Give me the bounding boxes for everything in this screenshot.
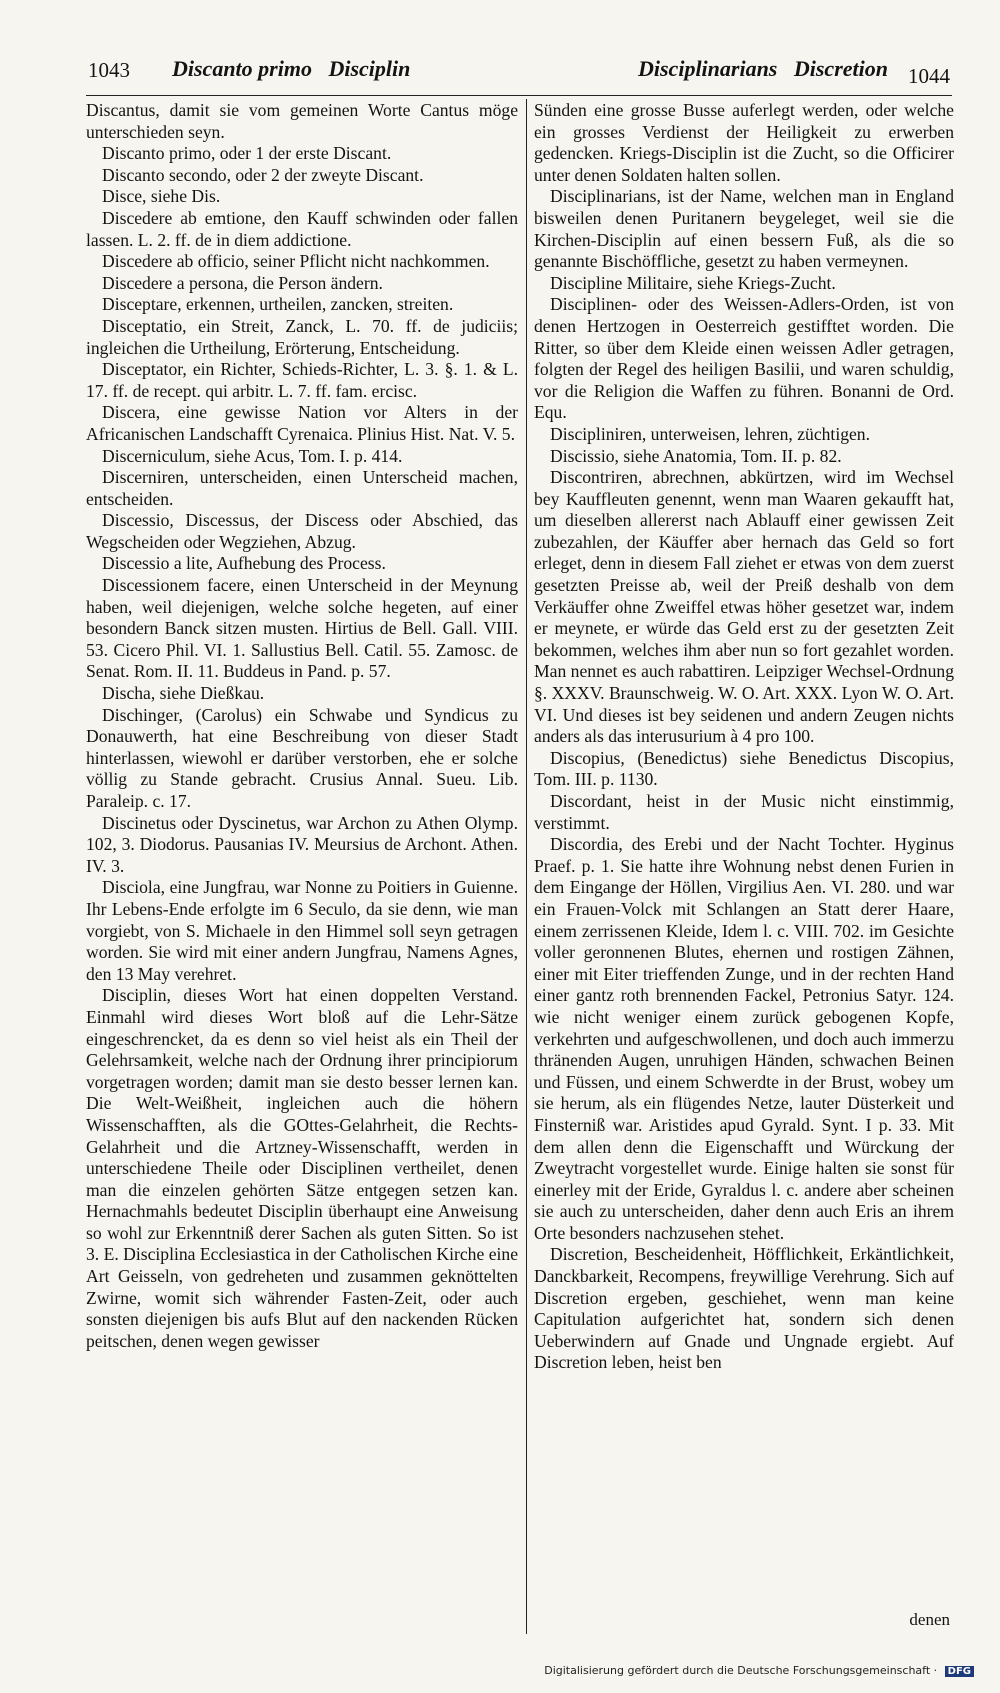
dictionary-entry: Sünden eine grosse Busse auferlegt werden, oder welche ein grosses Verdienst der Heiligkeit zu erwerben gedencken. Kriegs-Disciplin ist die Zucht, so die Officirer unter denen Soldaten halten sollen. — [534, 100, 954, 185]
dictionary-entry: Discretion, Bescheidenheit, Höfflichkeit, Erkäntlichkeit, Danckbarkeit, Recompens, freywillige Verehrung. Sich auf Discretion ergeben, geschiehet, wenn man keine Capitulation aufgerichtet hat, sondern sich denen Ueberwindern auf Gnade und Ungnade ergiebt. Auf Discretion leben, heist ben — [534, 1244, 954, 1373]
footer-credit — [544, 1664, 974, 1677]
dictionary-entry: Discopius, (Benedictus) siehe Benedictus Discopius, Tom. III. p. 1130. — [534, 747, 954, 790]
dictionary-entry: Discha, siehe Dießkau. — [102, 683, 265, 704]
dictionary-entry: Discanto primo, oder 1 der erste Discant. — [102, 143, 392, 164]
dictionary-entry: Discessionem facere, einen Unterscheid in der Meynung haben, weil diejenigen, welche solche hegeten, auf einer besondern Banck sitzen musten. Hirtius de Bell. Gall. VIII. 53. Cicero Phil. VI. 1. Sallustius Bell. Catil. 55. Zamosc. de Senat. Rom. II. 11. Buddeus in Pand. p. 57. — [86, 575, 518, 682]
dictionary-entry: Discerniren, unterscheiden, einen Unterscheid machen, entscheiden. — [86, 467, 518, 509]
dfg-logo: DFG — [945, 1666, 974, 1677]
header-rule — [86, 95, 952, 96]
running-headword-left: Discanto primo Disciplin — [172, 56, 411, 81]
dictionary-entry: Disceptare, erkennen, urtheilen, zancken, streiten. — [102, 294, 454, 315]
dictionary-entry: Disceptator, ein Richter, Schieds-Richter, L. 3. §. 1. & L. 17. ff. de recept. qui arbitr. L. 7. ff. fam. ercisc. — [86, 359, 518, 401]
dictionary-entry: Discontriren, abrechnen, abkürtzen, wird im Wechsel bey Kauffleuten genennt, wenn man Waaren gekaufft hat, um dieselben allererst nach Ablauff einer gewissen Zeit zubezahlen, der Käuffer aber hernach das Geld so fort erleget, denn in diesem Fall ziehet er etwas von dem zuerst gesetzten Preisse ab, weil der Preiß deshalb von dem Verkäuffer ohne Zweiffel etwas höher gesetzet war, indem er meynete, er würde das Geld erst zu der gesetzten Zeit bekommen, welches ihm aber nun so fort gezahlet worden. Man nennet es auch rabattiren. Leipziger Wechsel-Ordnung §. XXXV. Braunschweig. W. O. Art. XXX. Lyon W. O. Art. VI. Und dieses ist bey seidenen und andern Zeugen nichts anders als das interusurium à 4 pro 100. — [534, 467, 954, 747]
page-header — [80, 52, 950, 92]
dictionary-entry: Discinetus oder Dyscinetus, war Archon zu Athen Olymp. 102, 3. Diodorus. Pausanias IV. Meursius de Archont. Athen. IV. 3. — [86, 812, 518, 876]
dictionary-entry: Discipliniren, unterweisen, lehren, züchtigen. — [550, 423, 871, 444]
dictionary-entry: Disciplinen- oder des Weissen-Adlers-Orden, ist von denen Hertzogen in Oesterreich gestifftet worden. Die Ritter, so über dem Kleide einen weissen Adler getragen, folgten der Regel des heiligen Basilii, und waren schuldig, vor die Religion die Waffen zu führen. Bonanni de Ord. Equ. — [534, 294, 954, 423]
dictionary-entry: Disciplin, dieses Wort hat einen doppelten Verstand. Einmahl wird dieses Wort bloß auf die Lehr-Sätze eingeschrencket, da es denn so viel heist als ein Theil der Gelehrsamkeit, welche nach der Ordnung ihrer principiorum vorgetragen worden; damit man sie desto besser lernen kan. Die Welt-Weißheit, ingleichen auch die höhern Wissenschafften, als die GOttes-Gelahrheit, die Rechts-Gelahrheit und die Artzney-Wissenschafft, werden in unterschiedene Theile oder Disciplinen vertheilet, denen man die einzelen gehörten Sätze entgegen setzen kan. Hernachmahls bedeutet Disciplin überhaupt eine Anweisung so wohl zur Erkenntniß derer Sachen als guten Sitten. So ist 3. E. Disciplina Ecclesiastica in der Catholischen Kirche eine Art Geisseln, von gedreheten und zusammen geknöttelten Zwirne, womit sich währender Fasten-Zeit, oder auch sonsten diejenigen bis aufs Blut auf den nackenden Rücken peitschen, denen wegen gewisser — [86, 985, 518, 1351]
dictionary-entry: Discedere ab emtione, den Kauff schwinden oder fallen lassen. L. 2. ff. de in diem addictione. — [86, 207, 518, 250]
dictionary-entry: Disciplinarians, ist der Name, welchen man in England bisweilen denen Puritanern beygeleget, weil sie die Kirchen-Disciplin auf einen bessern Fuß, als die so genannte Bischöffliche, gesetzt zu haben vermeynen. — [534, 186, 954, 272]
catchword: denen — [909, 1610, 950, 1629]
dictionary-entry: Disce, siehe Dis. — [102, 186, 221, 207]
dictionary-entry: Discessio, Discessus, der Discess oder Abschied, das Wegscheiden oder Wegziehen, Abzug. — [86, 510, 518, 552]
dictionary-entry: Dischinger, (Carolus) ein Schwabe und Syndicus zu Donauwerth, hat eine Beschreibung von dieser Stadt hinterlassen, wiewohl er darüber verstorben, ehe er solche völlig zu Stande gebracht. Crusius Annal. Sueu. Lib. Paraleip. c. 17. — [86, 704, 518, 811]
left-column — [86, 100, 518, 1352]
dictionary-entry: Discordant, heist in der Music nicht einstimmig, verstimmt. — [534, 791, 954, 833]
dictionary-entry: Discera, eine gewisse Nation vor Alters in der Africanischen Landschafft Cyrenaica. Plinius Hist. Nat. V. 5. — [86, 402, 518, 444]
dictionary-entry: Discissio, siehe Anatomia, Tom. II. p. 82. — [550, 445, 842, 466]
dictionary-entry: Discordia, des Erebi und der Nacht Tochter. Hyginus Praef. p. 1. Sie hatte ihre Wohnung nebst denen Furien in dem Eingange der Höllen, Virgilius Aen. VI. 280. und war ein Frauen-Volck mit Schlangen an Statt derer Haare, einem zerrissenen Kleide, Idem l. c. VIII. 702. im Gesichte voller geronnenen Blutes, ehernen und rostigen Zähnen, einer mit Eiter trieffenden Zunge, und in der rechten Hand einer gantz roth brennenden Fackel, Petronius Satyr. 124. wie nicht weniger einem zurück gebogenen Kopfe, verkehrten und aufgeschwollenen, und doch auch immerzu thränenden Augen, unruhigen Händen, schwachen Beinen und Füssen, und einem Schwerdte in der Brust, wobey um sie herum, als ein flügendes Netze, lauter Düsterkeit und Finsterniß war. Aristides apud Gyrald. Synt. I p. 33. Mit dem allen denn die Eigenschafft und Würckung der Zweytracht vorgestellet wurde. Einige halten sie sonst für einerley mit der Eride, Gyraldus l. c. andere aber scheinen sie auch zu unterscheiden, daher denn auch Eris an ihrem Orte besonders nachzusehen stehet. — [534, 834, 954, 1243]
dictionary-entry: Discerniculum, siehe Acus, Tom. I. p. 414. — [102, 445, 403, 466]
footer-text: Digitalisierung gefördert durch die Deutsche Forschungsgemeinschaft · — [544, 1664, 938, 1677]
running-headword-right: Disciplinarians Discretion — [638, 56, 888, 81]
dictionary-entry: Disciola, eine Jungfrau, war Nonne zu Poitiers in Guienne. Ihr Lebens-Ende erfolgte im 6 Seculo, da sie denn, wie man vorgiebt, von S. Michaele in den Himmel soll seyn getragen worden. Sie wird mit einer andern Jungfrau, Namens Agnes, den 13 May verehret. — [86, 877, 518, 984]
dictionary-entry: Discedere a persona, die Person ändern. — [102, 272, 383, 293]
dictionary-entry: Discedere ab officio, seiner Pflicht nicht nachkommen. — [102, 251, 490, 272]
right-column — [534, 100, 954, 1374]
page-number-left: 1043 — [88, 58, 130, 82]
dictionary-entry: Disceptatio, ein Streit, Zanck, L. 70. ff. de judiciis; ingleichen die Urtheilung, Erörterung, Entscheidung. — [86, 315, 518, 358]
dictionary-entry: Discipline Militaire, siehe Kriegs-Zucht. — [550, 272, 836, 293]
page-number-right: 1044 — [908, 64, 950, 88]
dictionary-entry: Discanto secondo, oder 2 der zweyte Discant. — [102, 164, 424, 185]
column-divider — [526, 99, 527, 1634]
dictionary-entry: Discantus, damit sie vom gemeinen Worte Cantus möge unterschieden seyn. — [86, 100, 518, 142]
dictionary-entry: Discessio a lite, Aufhebung des Process. — [102, 553, 386, 574]
